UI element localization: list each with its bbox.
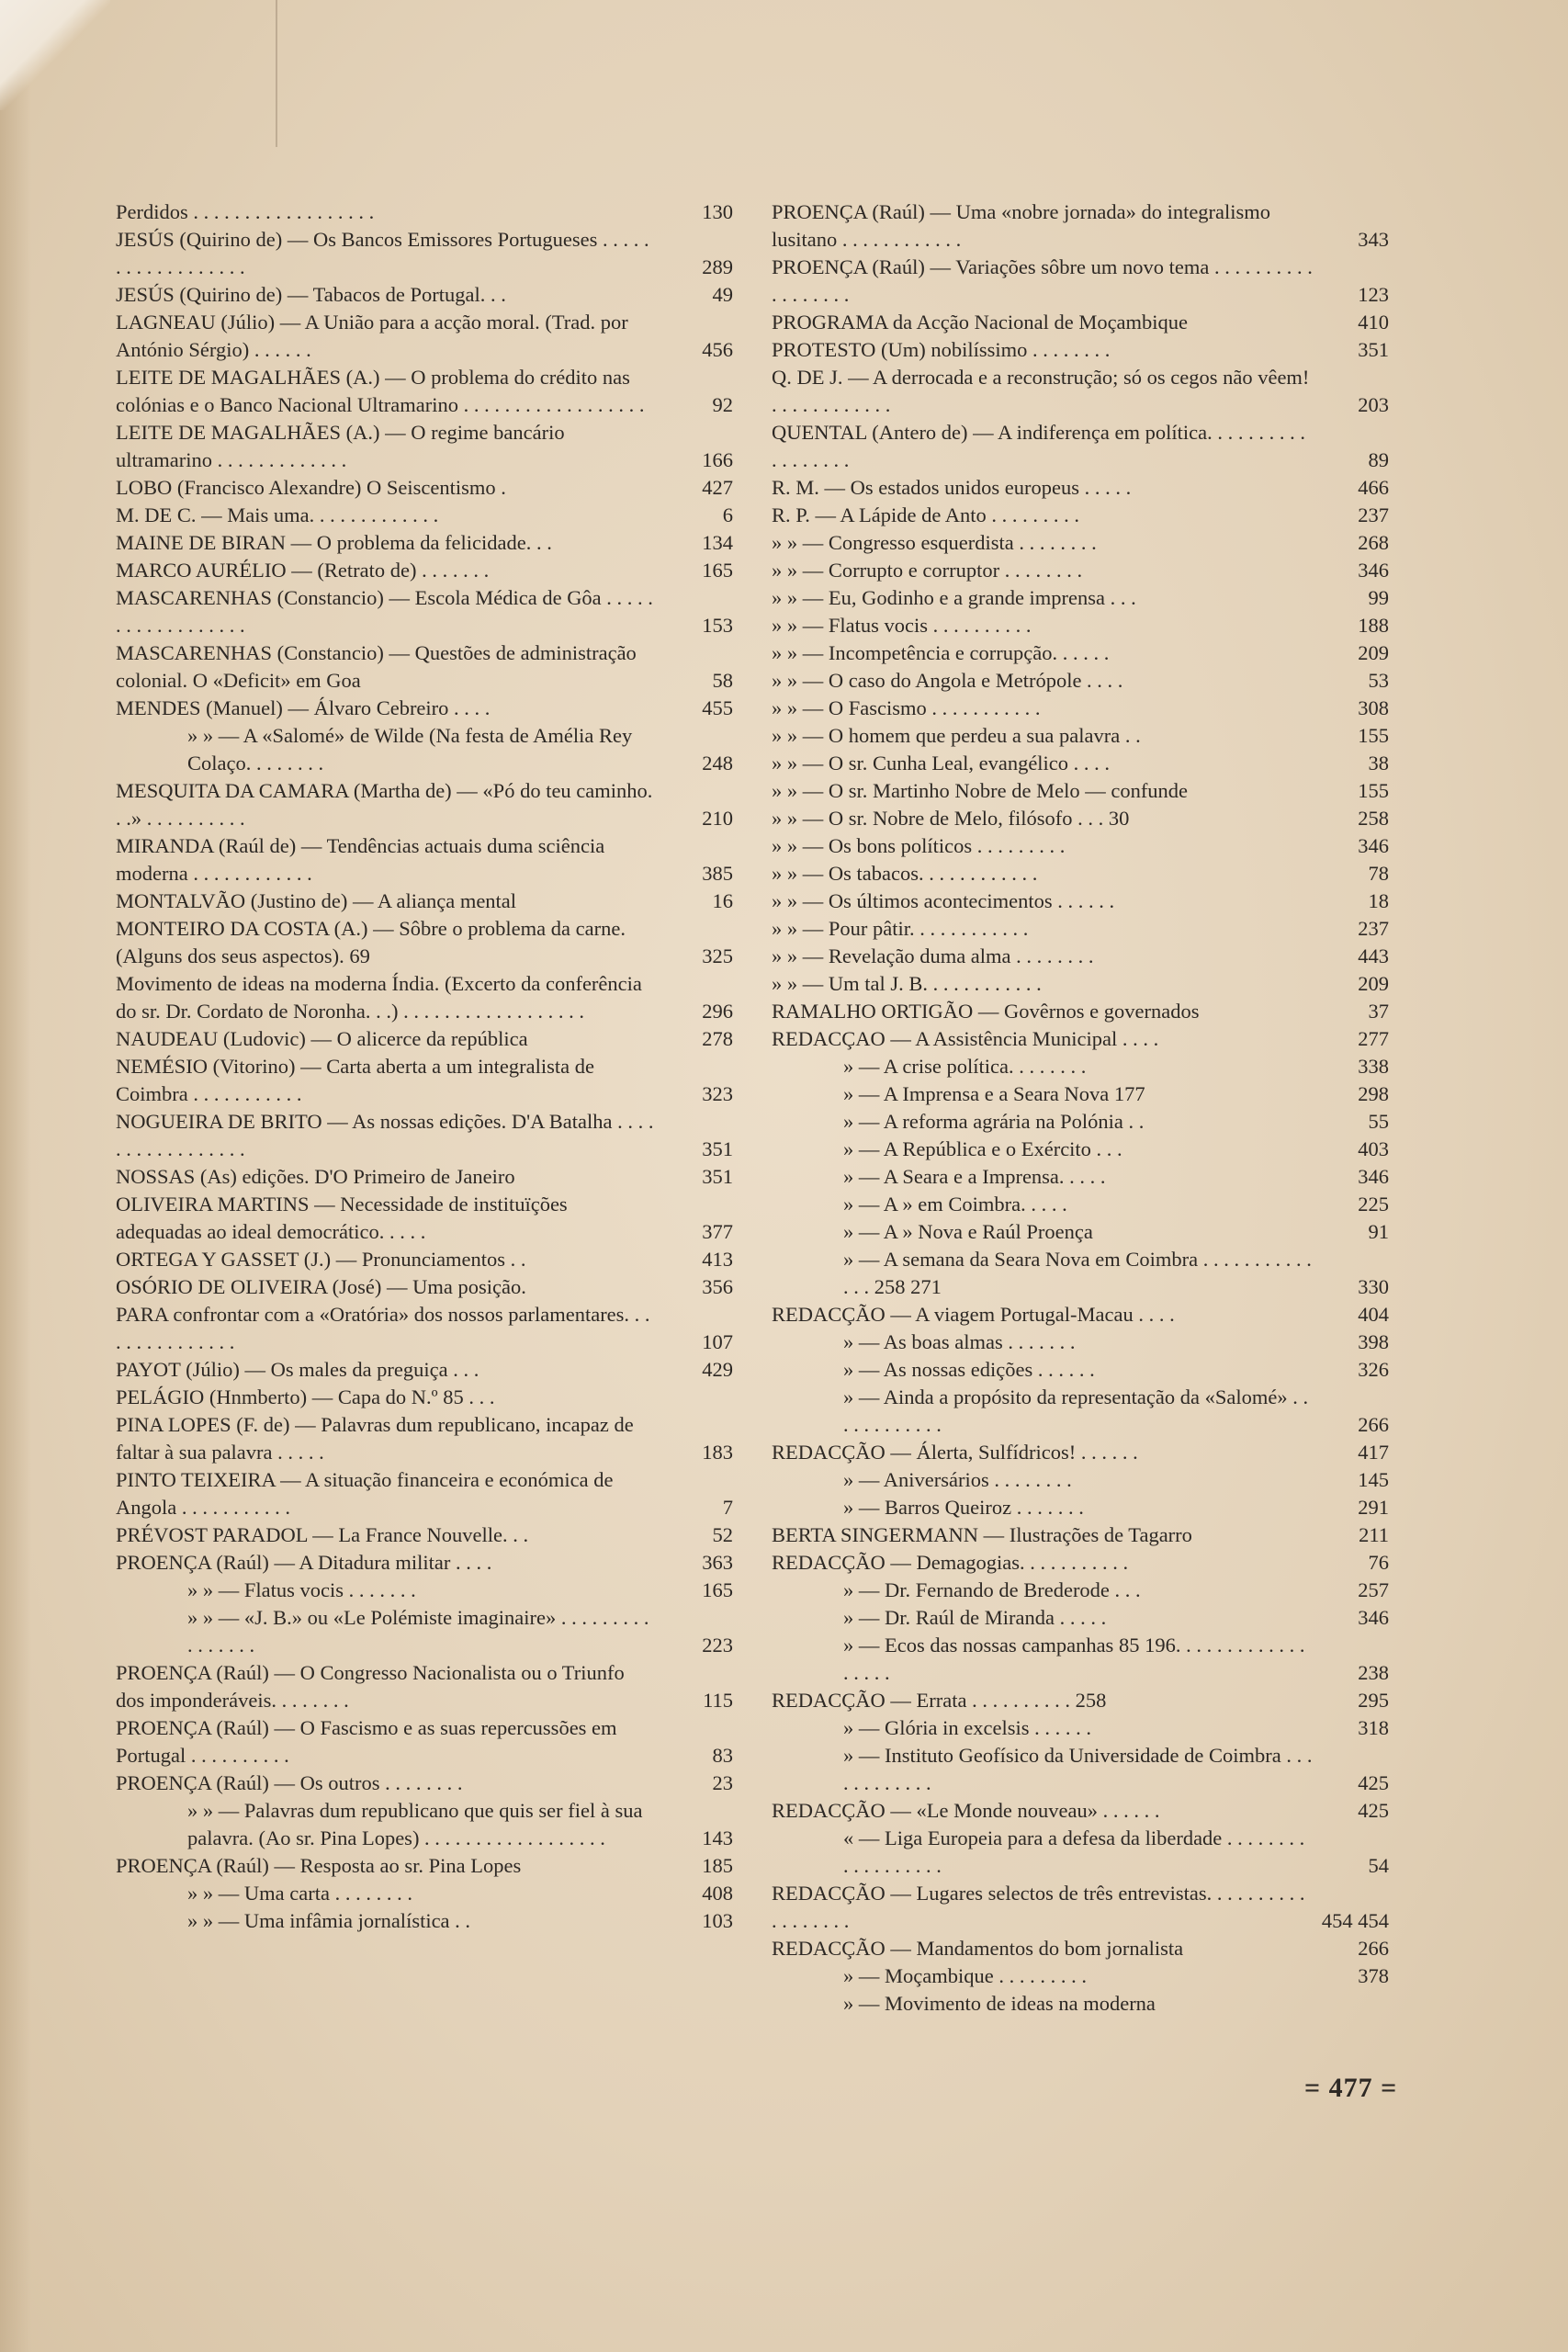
entry-title: » » — Incompetência e corrupção. . . . . . bbox=[772, 641, 1110, 664]
entry-page: 289 bbox=[702, 255, 733, 278]
entry-title: PARA confrontar com a «Oratória» dos nossos parlamentares. . . . . . . . . . . . . . . bbox=[116, 1303, 650, 1353]
entry-title: Perdidos . . . . . . . . . . . . . . . . . . bbox=[116, 200, 375, 223]
entry-title: PROENÇA (Raúl) — A Ditadura militar . . . . bbox=[116, 1551, 492, 1574]
index-entry bbox=[772, 1136, 1389, 1163]
entry-page: 165 bbox=[702, 559, 733, 582]
entry-page: 211 bbox=[1359, 1523, 1389, 1546]
index-entry bbox=[116, 198, 733, 226]
entry-page: 346 bbox=[1358, 1165, 1389, 1188]
entry-title: » — Ecos das nossas campanhas 85 196. . . . . . . . . . . . . . . . . . bbox=[843, 1634, 1305, 1684]
entry-page: 346 bbox=[1358, 1606, 1389, 1629]
entry-page: 346 bbox=[1358, 834, 1389, 857]
entry-title: RAMALHO ORTIGÃO — Govêrnos e governados bbox=[772, 1000, 1200, 1023]
entry-title: » — A » em Coimbra. . . . . bbox=[843, 1193, 1067, 1216]
entry-title: » — Barros Queiroz . . . . . . . bbox=[843, 1496, 1084, 1519]
entry-title: » — As nossas edições . . . . . . bbox=[843, 1358, 1095, 1381]
entry-title: » » — Eu, Godinho e a grande imprensa . . . bbox=[772, 586, 1136, 609]
entry-page: 55 bbox=[1368, 1110, 1389, 1133]
entry-page: 130 bbox=[702, 200, 733, 223]
right-column bbox=[772, 198, 1389, 2018]
index-entry bbox=[116, 1301, 733, 1356]
entry-page: 330 bbox=[1358, 1275, 1389, 1298]
entry-title: » » — Os tabacos. . . . . . . . . . . . bbox=[772, 862, 1038, 885]
entry-page: 427 bbox=[702, 476, 733, 499]
entry-page: 326 bbox=[1358, 1358, 1389, 1381]
entry-title: NEMÉSIO (Vitorino) — Carta aberta a um integralista de Coimbra . . . . . . . . . . . bbox=[116, 1055, 594, 1105]
index-entry bbox=[772, 1742, 1389, 1797]
entry-page: 298 bbox=[1358, 1082, 1389, 1105]
entry-page: 295 bbox=[1358, 1689, 1389, 1712]
index-entry bbox=[116, 281, 733, 309]
entry-title: JESÚS (Quirino de) — Os Bancos Emissores Portugueses . . . . . . . . . . . . . . . . . . bbox=[116, 228, 649, 278]
entry-title: PINTO TEIXEIRA — A situação financeira e económica de Angola . . . . . . . . . . . bbox=[116, 1468, 614, 1519]
index-entry bbox=[116, 695, 733, 722]
entry-page: 203 bbox=[1358, 393, 1389, 416]
entry-title: PROENÇA (Raúl) — Resposta ao sr. Pina Lopes bbox=[116, 1854, 522, 1877]
entry-title: » » — O Fascismo . . . . . . . . . . . bbox=[772, 696, 1041, 719]
entry-page: 54 bbox=[1368, 1854, 1389, 1877]
index-entry bbox=[772, 1962, 1389, 1990]
index-entry bbox=[772, 805, 1389, 832]
entry-page: 417 bbox=[1358, 1441, 1389, 1464]
index-entry bbox=[772, 557, 1389, 584]
index-entry bbox=[772, 860, 1389, 888]
entry-title: MENDES (Manuel) — Álvaro Cebreiro . . . . bbox=[116, 696, 491, 719]
index-entry bbox=[772, 915, 1389, 943]
entry-title: » » — Os bons políticos . . . . . . . . . bbox=[772, 834, 1066, 857]
entry-title: R. P. — A Lápide de Anto . . . . . . . . . bbox=[772, 503, 1080, 526]
entry-title: » — A Imprensa e a Seara Nova 177 bbox=[843, 1082, 1145, 1105]
entry-title: » — Instituto Geofísico da Universidade de Coimbra . . . . . . . . . . . . bbox=[843, 1744, 1313, 1794]
entry-title: Q. DE J. — A derrocada e a reconstrução; só os cegos não vêem! . . . . . . . . . . . . bbox=[772, 366, 1310, 416]
entry-page: 225 bbox=[1358, 1193, 1389, 1216]
entry-page: 92 bbox=[712, 393, 733, 416]
entry-title: R. M. — Os estados unidos europeus . . . . . bbox=[772, 476, 1132, 499]
index-entry bbox=[116, 1246, 733, 1273]
page-edge-shadow bbox=[0, 0, 31, 2352]
entry-page: 209 bbox=[1358, 641, 1389, 664]
entry-page: 145 bbox=[1358, 1468, 1389, 1491]
entry-page: 37 bbox=[1368, 1000, 1389, 1023]
entry-title: REDACÇAO — A Assistência Municipal . . . . bbox=[772, 1027, 1159, 1050]
entry-page: 278 bbox=[702, 1027, 733, 1050]
entry-page: 210 bbox=[702, 807, 733, 830]
index-entry bbox=[772, 888, 1389, 915]
entry-page: 403 bbox=[1358, 1137, 1389, 1160]
index-entry bbox=[116, 832, 733, 888]
entry-page: 123 bbox=[1358, 283, 1389, 306]
index-entry bbox=[116, 639, 733, 695]
index-entry bbox=[772, 1163, 1389, 1191]
entry-title: » » — Flatus vocis . . . . . . . bbox=[187, 1578, 416, 1601]
index-entry bbox=[116, 502, 733, 529]
entry-page: 356 bbox=[702, 1275, 733, 1298]
entry-title: » — As boas almas . . . . . . . bbox=[843, 1330, 1076, 1353]
index-entry bbox=[772, 1108, 1389, 1136]
entry-page: 351 bbox=[702, 1137, 733, 1160]
entry-title: M. DE C. — Mais uma. . . . . . . . . . . . . bbox=[116, 503, 439, 526]
entry-page: 398 bbox=[1358, 1330, 1389, 1353]
index-entry bbox=[772, 667, 1389, 695]
entry-page: 258 bbox=[1358, 807, 1389, 830]
entry-page: 53 bbox=[1368, 669, 1389, 692]
entry-title: PROGRAMA da Acção Nacional de Moçambique bbox=[772, 311, 1189, 334]
entry-title: » » — O sr. Cunha Leal, evangélico . . . . bbox=[772, 752, 1111, 775]
entry-title: LEITE DE MAGALHÃES (A.) — O regime bancário ultramarino . . . . . . . . . . . . . bbox=[116, 421, 565, 471]
entry-page: 385 bbox=[702, 862, 733, 885]
entry-title: » » — Congresso esquerdista . . . . . . . . bbox=[772, 531, 1097, 554]
index-entry bbox=[116, 1108, 733, 1163]
index-entry bbox=[116, 226, 733, 281]
entry-page: 165 bbox=[702, 1578, 733, 1601]
entry-title: » » — Uma infâmia jornalística . . bbox=[187, 1909, 471, 1932]
entry-title: » » — O sr. Martinho Nobre de Melo — confunde bbox=[772, 779, 1189, 802]
entry-page: 183 bbox=[702, 1441, 733, 1464]
entry-page: 351 bbox=[1358, 338, 1389, 361]
entry-page: 78 bbox=[1368, 862, 1389, 885]
entry-title: PELÁGIO (Hnmberto) — Capa do N.º 85 . . . bbox=[116, 1385, 495, 1408]
entry-title: » — A semana da Seara Nova em Coimbra . . . . . . . . . . . . . . 258 271 bbox=[843, 1248, 1312, 1298]
entry-page: 425 bbox=[1358, 1771, 1389, 1794]
entry-title: » » — Os últimos acontecimentos . . . . . . bbox=[772, 889, 1115, 912]
entry-page: 413 bbox=[702, 1248, 733, 1271]
index-entry bbox=[116, 1163, 733, 1191]
entry-title: » — A Seara e a Imprensa. . . . . bbox=[843, 1165, 1106, 1188]
entry-title: NOSSAS (As) edições. D'O Primeiro de Janeiro bbox=[116, 1165, 515, 1188]
index-entry bbox=[116, 1907, 733, 1935]
entry-page: 268 bbox=[1358, 531, 1389, 554]
index-entry bbox=[116, 309, 733, 364]
entry-page: 188 bbox=[1358, 614, 1389, 637]
entry-title: PRÉVOST PARADOL — La France Nouvelle. . . bbox=[116, 1523, 529, 1546]
entry-title: « — Liga Europeia para a defesa da liberdade . . . . . . . . . . . . . . . . . . bbox=[843, 1826, 1305, 1877]
entry-title: REDACÇÃO — «Le Monde nouveau» . . . . . . bbox=[772, 1799, 1160, 1822]
entry-title: OSÓRIO DE OLIVEIRA (José) — Uma posição. bbox=[116, 1275, 526, 1298]
entry-title: REDACÇÃO — Álerta, Sulfídricos! . . . . . . bbox=[772, 1441, 1138, 1464]
index-entry bbox=[116, 584, 733, 639]
entry-page: 338 bbox=[1358, 1055, 1389, 1078]
entry-title: PROTESTO (Um) nobilíssimo . . . . . . . . bbox=[772, 338, 1111, 361]
entry-page: 143 bbox=[702, 1826, 733, 1849]
index-entry bbox=[772, 1521, 1389, 1549]
entry-page: 166 bbox=[702, 448, 733, 471]
index-entry bbox=[772, 1439, 1389, 1466]
entry-page: 266 bbox=[1358, 1413, 1389, 1436]
entry-title: » » — Palavras dum republicano que quis ser fiel à sua palavra. (Ao sr. Pina Lopes) . . . . . . . . . . . . . . . . . . bbox=[187, 1799, 643, 1849]
index-entry bbox=[772, 1301, 1389, 1329]
entry-title: REDACÇÃO — Lugares selectos de três entrevistas. . . . . . . . . . . . . . . . . . bbox=[772, 1882, 1305, 1932]
entry-title: MASCARENHAS (Constancio) — Escola Médica de Gôa . . . . . . . . . . . . . . . . . . bbox=[116, 586, 653, 637]
index-entry bbox=[116, 1604, 733, 1659]
entry-title: PINA LOPES (F. de) — Palavras dum republicano, incapaz de faltar à sua palavra . . . . . bbox=[116, 1413, 634, 1464]
entry-title: LEITE DE MAGALHÃES (A.) — O problema do crédito nas colónias e o Banco Nacional Ultramarino . . . . . . . . . . . . . . . . . . bbox=[116, 366, 645, 416]
index-entry bbox=[772, 529, 1389, 557]
index-entry bbox=[772, 777, 1389, 805]
entry-page: 18 bbox=[1368, 889, 1389, 912]
entry-page: 155 bbox=[1358, 779, 1389, 802]
index-entry bbox=[116, 1770, 733, 1797]
entry-page: 6 bbox=[722, 503, 733, 526]
index-entry bbox=[772, 198, 1389, 254]
entry-title: REDACÇÃO — Mandamentos do bom jornalista bbox=[772, 1937, 1184, 1960]
entry-page: 49 bbox=[712, 283, 733, 306]
index-entry bbox=[772, 1604, 1389, 1632]
entry-page: 23 bbox=[712, 1771, 733, 1794]
entry-title: MESQUITA DA CAMARA (Martha de) — «Pó do teu caminho. . .» . . . . . . . . . . bbox=[116, 779, 653, 830]
entry-title: » » — Um tal J. B. . . . . . . . . . . . bbox=[772, 972, 1042, 995]
index-entry bbox=[116, 1411, 733, 1466]
entry-page: 16 bbox=[712, 889, 733, 912]
entry-title: REDACÇÃO — Errata . . . . . . . . . . 258 bbox=[772, 1689, 1107, 1712]
entry-page: 153 bbox=[702, 614, 733, 637]
entry-title: » — Moçambique . . . . . . . . . bbox=[843, 1964, 1087, 1987]
index-entry bbox=[116, 1273, 733, 1301]
index-entry bbox=[772, 1218, 1389, 1246]
index-entry bbox=[772, 1025, 1389, 1053]
index-entry bbox=[116, 1384, 733, 1411]
entry-page: 38 bbox=[1368, 752, 1389, 775]
index-entry bbox=[772, 1880, 1389, 1935]
index-entry bbox=[116, 1880, 733, 1907]
index-entry bbox=[772, 639, 1389, 667]
entry-title: » — Aniversários . . . . . . . . bbox=[843, 1468, 1072, 1491]
entry-page: 103 bbox=[702, 1909, 733, 1932]
entry-title: MONTALVÃO (Justino de) — A aliança mental bbox=[116, 889, 517, 912]
paper-crease bbox=[276, 0, 277, 147]
index-entry bbox=[772, 1797, 1389, 1825]
entry-page: 76 bbox=[1368, 1551, 1389, 1574]
entry-title: » » — Uma carta . . . . . . . . bbox=[187, 1882, 412, 1905]
index-entry bbox=[116, 970, 733, 1025]
entry-page: 318 bbox=[1358, 1716, 1389, 1739]
entry-page: 91 bbox=[1368, 1220, 1389, 1243]
index-entry bbox=[772, 1191, 1389, 1218]
index-entry bbox=[772, 1246, 1389, 1301]
entry-page: 443 bbox=[1358, 944, 1389, 967]
index-entry bbox=[116, 915, 733, 970]
index-entry bbox=[116, 1659, 733, 1714]
index-entry bbox=[772, 1825, 1389, 1880]
entry-title: ORTEGA Y GASSET (J.) — Pronunciamentos . . bbox=[116, 1248, 526, 1271]
index-entry bbox=[772, 309, 1389, 336]
entry-page: 7 bbox=[722, 1496, 733, 1519]
index-entry bbox=[772, 970, 1389, 998]
entry-title: » — A » Nova e Raúl Proença bbox=[843, 1220, 1093, 1243]
index-entry bbox=[772, 336, 1389, 364]
entry-page: 185 bbox=[702, 1854, 733, 1877]
index-entry bbox=[772, 1080, 1389, 1108]
entry-page: 291 bbox=[1358, 1496, 1389, 1519]
index-entry bbox=[116, 529, 733, 557]
index-entry bbox=[116, 1521, 733, 1549]
index-entry bbox=[116, 888, 733, 915]
index-entry bbox=[772, 832, 1389, 860]
entry-page: 257 bbox=[1358, 1578, 1389, 1601]
index-entry bbox=[772, 1356, 1389, 1384]
entry-page: 238 bbox=[1358, 1661, 1389, 1684]
index-entry bbox=[116, 474, 733, 502]
entry-page: 346 bbox=[1358, 559, 1389, 582]
entry-page: 429 bbox=[702, 1358, 733, 1381]
entry-title: » — Glória in excelsis . . . . . . bbox=[843, 1716, 1091, 1739]
entry-title: Movimento de ideas na moderna Índia. (Excerto da conferência do sr. Dr. Cordato de Noronha. . .) . . . . . . . . . . . . . . . . . . bbox=[116, 972, 642, 1023]
entry-title: MONTEIRO DA COSTA (A.) — Sôbre o problema da carne. (Alguns dos seus aspectos). 69 bbox=[116, 917, 626, 967]
index-entry bbox=[772, 1466, 1389, 1494]
entry-page: 308 bbox=[1358, 696, 1389, 719]
torn-corner bbox=[0, 0, 110, 110]
entry-title: » » — A «Salomé» de Wilde (Na festa de Amélia Rey Colaço. . . . . . . . bbox=[187, 724, 633, 775]
entry-page: 89 bbox=[1368, 448, 1389, 471]
index-entry bbox=[116, 557, 733, 584]
index-entry bbox=[772, 998, 1389, 1025]
entry-page: 410 bbox=[1358, 311, 1389, 334]
entry-page: 99 bbox=[1368, 586, 1389, 609]
index-entry bbox=[772, 1053, 1389, 1080]
entry-page: 408 bbox=[702, 1882, 733, 1905]
index-entry bbox=[772, 1549, 1389, 1577]
index-entry bbox=[116, 1797, 733, 1852]
entry-page: 454 454 bbox=[1321, 1909, 1389, 1932]
entry-page: 456 bbox=[702, 338, 733, 361]
entry-page: 455 bbox=[702, 696, 733, 719]
index-entry bbox=[772, 364, 1389, 419]
entry-title: » — A crise política. . . . . . . . bbox=[843, 1055, 1087, 1078]
entry-title: MARCO AURÉLIO — (Retrato de) . . . . . . . bbox=[116, 559, 490, 582]
index-entry bbox=[772, 750, 1389, 777]
entry-title: PAYOT (Júlio) — Os males da preguiça . . . bbox=[116, 1358, 479, 1381]
index-entry bbox=[772, 1990, 1389, 2018]
entry-title: PROENÇA (Raúl) — O Congresso Nacionalista ou o Triunfo dos imponderáveis. . . . . . . . bbox=[116, 1661, 625, 1712]
index-entry bbox=[116, 364, 733, 419]
index-entry bbox=[772, 695, 1389, 722]
entry-title: BERTA SINGERMANN — Ilustrações de Tagarro bbox=[772, 1523, 1192, 1546]
entry-title: MIRANDA (Raúl de) — Tendências actuais duma sciência moderna . . . . . . . . . . . . bbox=[116, 834, 605, 885]
entry-title: » — Ainda a propósito da representação da «Salomé» . . . . . . . . . . . . bbox=[843, 1385, 1309, 1436]
index-entry bbox=[116, 1053, 733, 1108]
entry-page: 266 bbox=[1358, 1937, 1389, 1960]
index-entry bbox=[116, 1356, 733, 1384]
index-entry bbox=[772, 1384, 1389, 1439]
entry-page: 425 bbox=[1358, 1799, 1389, 1822]
entry-title: » » — O sr. Nobre de Melo, filósofo . . . 30 bbox=[772, 807, 1130, 830]
entry-title: » » — O caso do Angola e Metrópole . . . . bbox=[772, 669, 1123, 692]
entry-title: NOGUEIRA DE BRITO — As nossas edições. D'A Batalha . . . . . . . . . . . . . . . . . bbox=[116, 1110, 654, 1160]
entry-title: LOBO (Francisco Alexandre) O Seiscentismo . bbox=[116, 476, 506, 499]
entry-page: 134 bbox=[702, 531, 733, 554]
entry-page: 237 bbox=[1358, 503, 1389, 526]
index-entry bbox=[772, 722, 1389, 750]
index-entry bbox=[772, 1577, 1389, 1604]
index-entry bbox=[772, 502, 1389, 529]
page-number: = 477 = bbox=[1304, 2073, 1398, 2103]
entry-title: MASCARENHAS (Constancio) — Questões de administração colonial. O «Deficit» em Goa bbox=[116, 641, 637, 692]
index-entry bbox=[116, 1549, 733, 1577]
entry-page: 155 bbox=[1358, 724, 1389, 747]
index-entry bbox=[116, 1852, 733, 1880]
entry-page: 323 bbox=[702, 1082, 733, 1105]
index-entry bbox=[116, 722, 733, 777]
entry-title: » — Dr. Fernando de Brederode . . . bbox=[843, 1578, 1141, 1601]
entry-title: NAUDEAU (Ludovic) — O alicerce da república bbox=[116, 1027, 528, 1050]
index-entry bbox=[772, 1329, 1389, 1356]
entry-title: » — A República e o Exército . . . bbox=[843, 1137, 1122, 1160]
entry-page: 363 bbox=[702, 1551, 733, 1574]
entry-page: 209 bbox=[1358, 972, 1389, 995]
entry-title: OLIVEIRA MARTINS — Necessidade de instituïções adequadas ao ideal democrático. . . . . bbox=[116, 1193, 568, 1243]
entry-page: 343 bbox=[1358, 228, 1389, 251]
entry-title: » » — «J. B.» ou «Le Polémiste imaginaire» . . . . . . . . . . . . . . . . bbox=[187, 1606, 649, 1657]
entry-page: 107 bbox=[702, 1330, 733, 1353]
entry-title: LAGNEAU (Júlio) — A União para a acção moral. (Trad. por António Sérgio) . . . . . . bbox=[116, 311, 628, 361]
entry-title: » — A reforma agrária na Polónia . . bbox=[843, 1110, 1145, 1133]
index-entry bbox=[772, 1494, 1389, 1521]
entry-page: 248 bbox=[702, 752, 733, 775]
index-entry bbox=[116, 1577, 733, 1604]
entry-page: 277 bbox=[1358, 1027, 1389, 1050]
entry-title: REDACÇÃO — A viagem Portugal-Macau . . . . bbox=[772, 1303, 1175, 1326]
entry-page: 325 bbox=[702, 944, 733, 967]
entry-title: PROENÇA (Raúl) — Variações sôbre um novo tema . . . . . . . . . . . . . . . . . . bbox=[772, 255, 1313, 306]
entry-page: 351 bbox=[702, 1165, 733, 1188]
entry-title: » » — O homem que perdeu a sua palavra . . bbox=[772, 724, 1141, 747]
entry-title: PROENÇA (Raúl) — Os outros . . . . . . . . bbox=[116, 1771, 463, 1794]
entry-title: REDACÇÃO — Demagogias. . . . . . . . . . . bbox=[772, 1551, 1129, 1574]
index-entry bbox=[116, 1025, 733, 1053]
entry-title: » » — Corrupto e corruptor . . . . . . . . bbox=[772, 559, 1083, 582]
entry-title: » » — Flatus vocis . . . . . . . . . . bbox=[772, 614, 1032, 637]
entry-title: QUENTAL (Antero de) — A indiferença em política. . . . . . . . . . . . . . . . . . bbox=[772, 421, 1305, 471]
index-entry bbox=[772, 1632, 1389, 1687]
index-entry bbox=[116, 1191, 733, 1246]
index-entry bbox=[772, 1935, 1389, 1962]
entry-page: 377 bbox=[702, 1220, 733, 1243]
index-entry bbox=[116, 1466, 733, 1521]
entry-title: » — Dr. Raúl de Miranda . . . . . bbox=[843, 1606, 1107, 1629]
entry-page: 404 bbox=[1358, 1303, 1389, 1326]
entry-page: 83 bbox=[712, 1744, 733, 1767]
entry-title: PROENÇA (Raúl) — Uma «nobre jornada» do integralismo lusitano . . . . . . . . . . . . bbox=[772, 200, 1271, 251]
left-column bbox=[116, 198, 733, 1935]
index-entry bbox=[772, 474, 1389, 502]
entry-page: 237 bbox=[1358, 917, 1389, 940]
index-entry bbox=[116, 419, 733, 474]
entry-title: » — Movimento de ideas na moderna bbox=[843, 1992, 1156, 2015]
index-entry bbox=[116, 777, 733, 832]
index-entry bbox=[772, 419, 1389, 474]
entry-title: » » — Pour pâtir. . . . . . . . . . . . bbox=[772, 917, 1029, 940]
entry-page: 115 bbox=[703, 1689, 733, 1712]
entry-title: » » — Revelação duma alma . . . . . . . . bbox=[772, 944, 1094, 967]
entry-page: 52 bbox=[712, 1523, 733, 1546]
index-entry bbox=[772, 612, 1389, 639]
entry-title: MAINE DE BIRAN — O problema da felicidade. . . bbox=[116, 531, 552, 554]
index-entry bbox=[772, 1714, 1389, 1742]
index-entry bbox=[772, 1687, 1389, 1714]
entry-page: 378 bbox=[1358, 1964, 1389, 1987]
entry-title: JESÚS (Quirino de) — Tabacos de Portugal. . . bbox=[116, 283, 506, 306]
entry-page: 466 bbox=[1358, 476, 1389, 499]
entry-page: 223 bbox=[702, 1634, 733, 1657]
entry-page: 58 bbox=[712, 669, 733, 692]
index-entry bbox=[772, 584, 1389, 612]
entry-page: 296 bbox=[702, 1000, 733, 1023]
index-entry bbox=[772, 254, 1389, 309]
entry-title: PROENÇA (Raúl) — O Fascismo e as suas repercussões em Portugal . . . . . . . . . . bbox=[116, 1716, 617, 1767]
index-entry bbox=[116, 1714, 733, 1770]
index-entry bbox=[772, 943, 1389, 970]
